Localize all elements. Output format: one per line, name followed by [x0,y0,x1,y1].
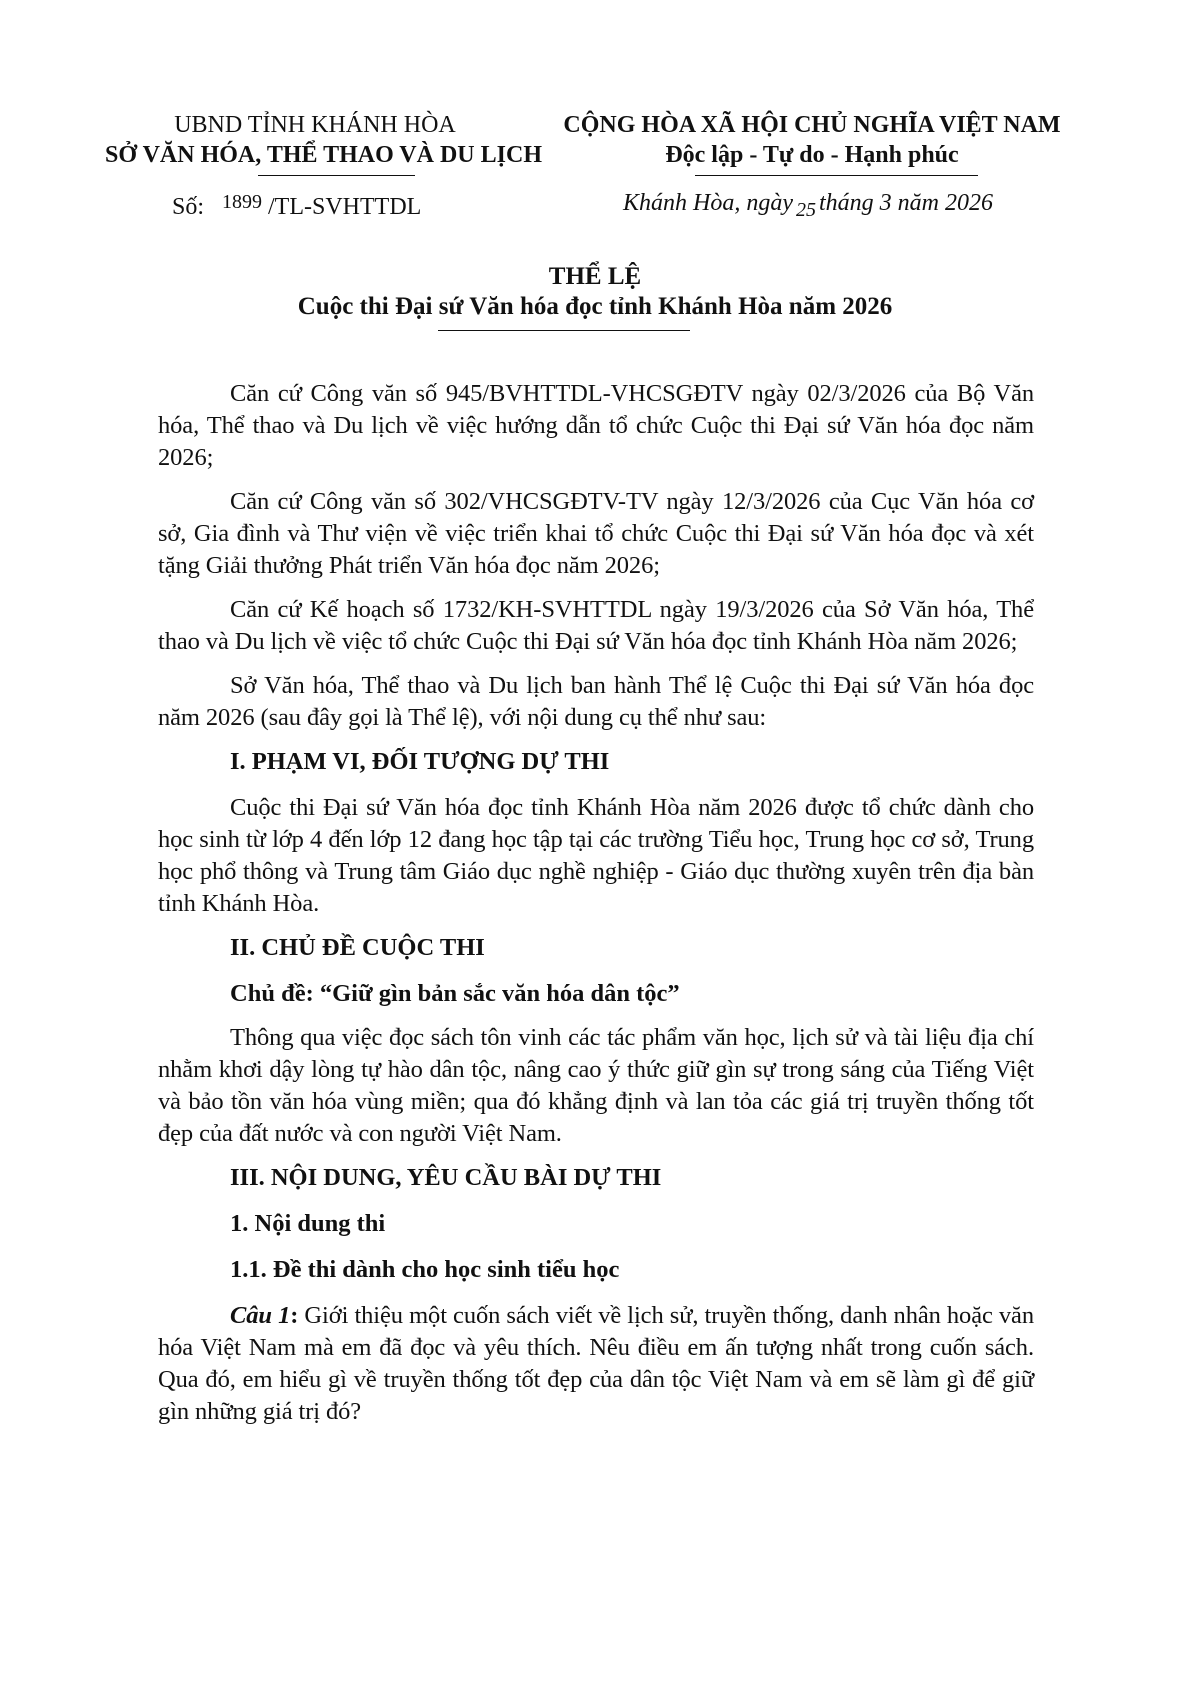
national-motto [562,110,1062,170]
paragraph-theme-description: Thông qua việc đọc sách tôn vinh các tác phẩm văn học, lịch sử và tài liệu địa chí nhằm khơi dậy lòng tự hào dân tộc, nâng cao ý thức giữ gìn sự trong sáng của Tiếng Việt và bảo tồn văn hóa vùng miền; qua đó khẳng định và lan tỏa các giá trị truyền thống tốt đẹp của đất nước và con người Việt Nam. [158,1024,1034,1147]
theme-line: Chủ đề: “Giữ gìn bản sắc văn hóa dân tộc” [230,980,680,1007]
subsection-heading-1-1: 1.1. Đề thi dành cho học sinh tiểu học [230,1256,620,1283]
paragraph-scope: Cuộc thi Đại sứ Văn hóa đọc tỉnh Khánh Hòa năm 2026 được tổ chức dành cho học sinh từ lớp 4 đến lớp 12 đang học tập tại các trường Tiểu học, Trung học cơ sở, Trung học phổ thông và Trung tâm Giáo dục nghề nghiệp - Giáo dục thường xuyên trên địa bàn tỉnh Khánh Hòa. [158,794,1034,917]
country-name: CỘNG HÒA XÃ HỘI CHỦ NGHĨA VIỆT NAM [563,112,1061,138]
document-number-suffix: /TL-SVHTTDL [268,194,422,220]
section-heading-1: I. PHẠM VI, ĐỐI TƯỢNG DỰ THI [230,748,610,775]
paragraph-issuance: Sở Văn hóa, Thể thao và Du lịch ban hành Thể lệ Cuộc thi Đại sứ Văn hóa đọc năm 2026 (sau đây gọi là Thể lệ), với nội dung cụ thể như sau: [158,672,1034,731]
document-date [623,190,993,221]
motto: Độc lập - Tự do - Hạnh phúc [665,142,959,168]
document-number-label: Số: [172,194,205,220]
paragraph-legal-basis-1: Căn cứ Công văn số 945/BVHTTDL-VHCSGĐTV ngày 02/3/2026 của Bộ Văn hóa, Thể thao và Du lịch về việc hướng dẫn tổ chức Cuộc thi Đại sứ Văn hóa đọc năm 2026; [158,380,1034,471]
subsection-heading-1: 1. Nội dung thi [230,1210,386,1237]
document-body [158,378,1034,1440]
section-heading-2: II. CHỦ ĐỀ CUỘC THI [230,934,485,961]
title-divider [438,330,690,331]
paragraph-legal-basis-2: Căn cứ Công văn số 302/VHCSGĐTV-TV ngày 12/3/2026 của Cục Văn hóa cơ sở, Gia đình và Thư viện về việc triển khai tổ chức Cuộc thi Đại sứ Văn hóa đọc và xét tặng Giải thưởng Phát triển Văn hóa đọc năm 2026; [158,488,1034,579]
date-suffix: tháng 3 năm 2026 [819,190,993,216]
question-1 [158,1300,1034,1428]
date-day: 25 [796,199,816,221]
date-prefix: Khánh Hòa, ngày [623,190,793,216]
document-number [172,191,422,221]
section-heading-3: III. NỘI DUNG, YÊU CẦU BÀI DỰ THI [230,1164,662,1191]
paragraph-legal-basis-3: Căn cứ Kế hoạch số 1732/KH-SVHTTDL ngày 19/3/2026 của Sở Văn hóa, Thể thao và Du lịch về việc tổ chức Cuộc thi Đại sứ Văn hóa đọc tỉnh Khánh Hòa năm 2026; [158,596,1034,655]
question-1-label: Câu 1 [230,1302,291,1329]
question-1-text: Giới thiệu một cuốn sách viết về lịch sử, truyền thống, danh nhân hoặc văn hóa Việt Nam mà em đã đọc và yêu thích. Nêu điều em ấn tượng nhất trong cuốn sách. Qua đó, em hiểu gì về truyền thống tốt đẹp của dân tộc Việt Nam và em sẽ làm gì để giữ gìn những giá trị đó? [158,1302,1034,1425]
document-title: Cuộc thi Đại sứ Văn hóa đọc tỉnh Khánh Hòa năm 2026 [297,293,893,320]
agency-parent: UBND TỈNH KHÁNH HÒA [174,112,456,138]
document-type: THỂ LỆ [548,263,642,290]
agency-name: SỞ VĂN HÓA, THỂ THAO VÀ DU LỊCH [105,142,542,168]
issuing-agency [105,110,542,170]
question-1-colon: : [290,1302,299,1329]
motto-divider [695,175,978,176]
document-number-value: 1899 [222,191,263,213]
agency-divider [258,175,415,176]
